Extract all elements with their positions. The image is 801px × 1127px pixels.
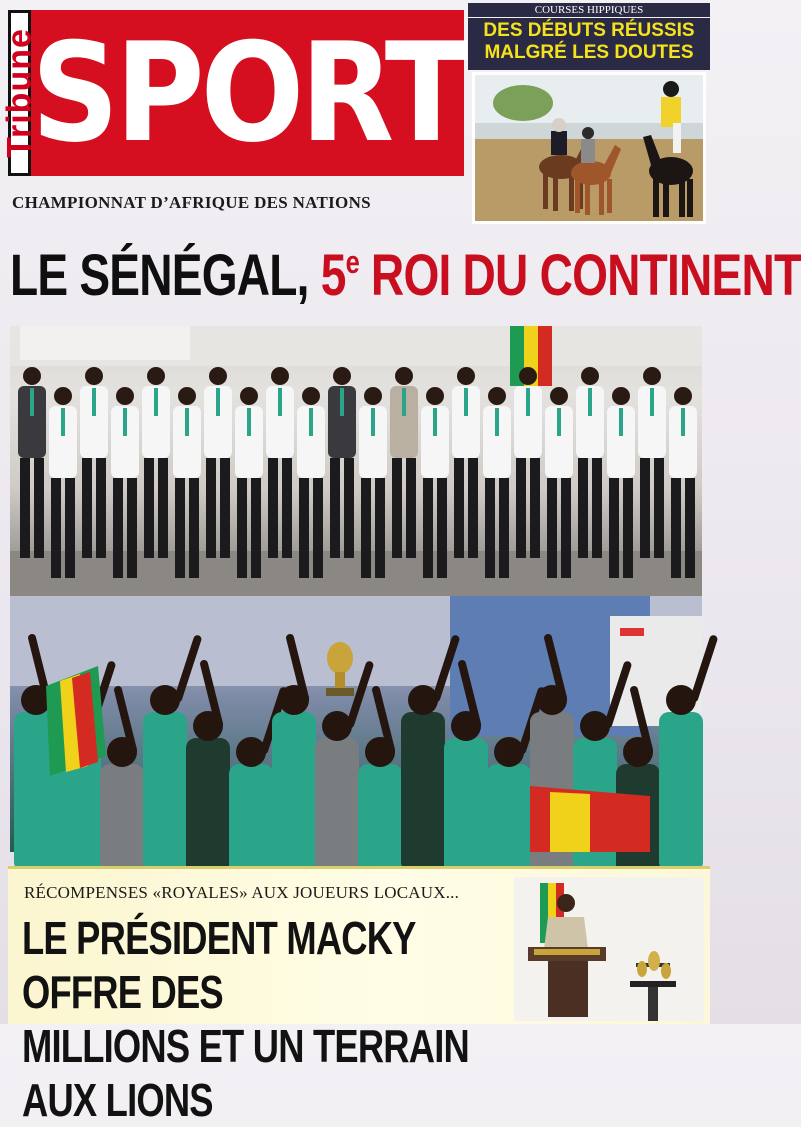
headline-rest: ROI DU CONTINENT — [358, 243, 801, 308]
headline-part-red — [321, 243, 801, 308]
masthead — [0, 10, 464, 176]
horse-racing-photo — [472, 72, 706, 224]
team-group-photo — [10, 326, 702, 598]
headline-part-black: LE SÉNÉGAL, — [10, 243, 321, 308]
bottom-story[interactable] — [8, 866, 710, 1126]
brand-main-text: SPORT — [31, 13, 464, 173]
race-title-line2: MALGRÉ LES DOUTES — [484, 42, 694, 63]
bottom-headline — [22, 911, 512, 1127]
race-title — [468, 18, 710, 70]
lead-headline[interactable] — [10, 222, 801, 316]
brand-tribune-logo — [0, 10, 39, 176]
race-title-line1: DES DÉBUTS RÉUSSIS — [483, 20, 695, 41]
race-teaser[interactable] — [468, 0, 710, 230]
headline-ordinal: e — [345, 244, 359, 280]
brand-vertical-text: Tribune — [0, 28, 39, 158]
headline-number: 5 — [320, 243, 346, 308]
race-kicker: COURSES HIPPIQUES — [468, 3, 710, 17]
bottom-headline-line1: LE PRÉSIDENT MACKY OFFRE DES — [22, 912, 415, 1018]
trophy-celebration-photo — [10, 596, 702, 852]
lead-kicker: CHAMPIONNAT D’AFRIQUE DES NATIONS — [12, 193, 371, 212]
bottom-headline-line2: MILLIONS ET UN TERRAIN AUX LIONS — [22, 1020, 469, 1126]
brand-sport-logo — [31, 10, 464, 176]
president-podium-photo — [514, 877, 704, 1021]
bottom-kicker: RÉCOMPENSES «ROYALES» AUX JOUEURS LOCAUX... — [24, 883, 460, 902]
